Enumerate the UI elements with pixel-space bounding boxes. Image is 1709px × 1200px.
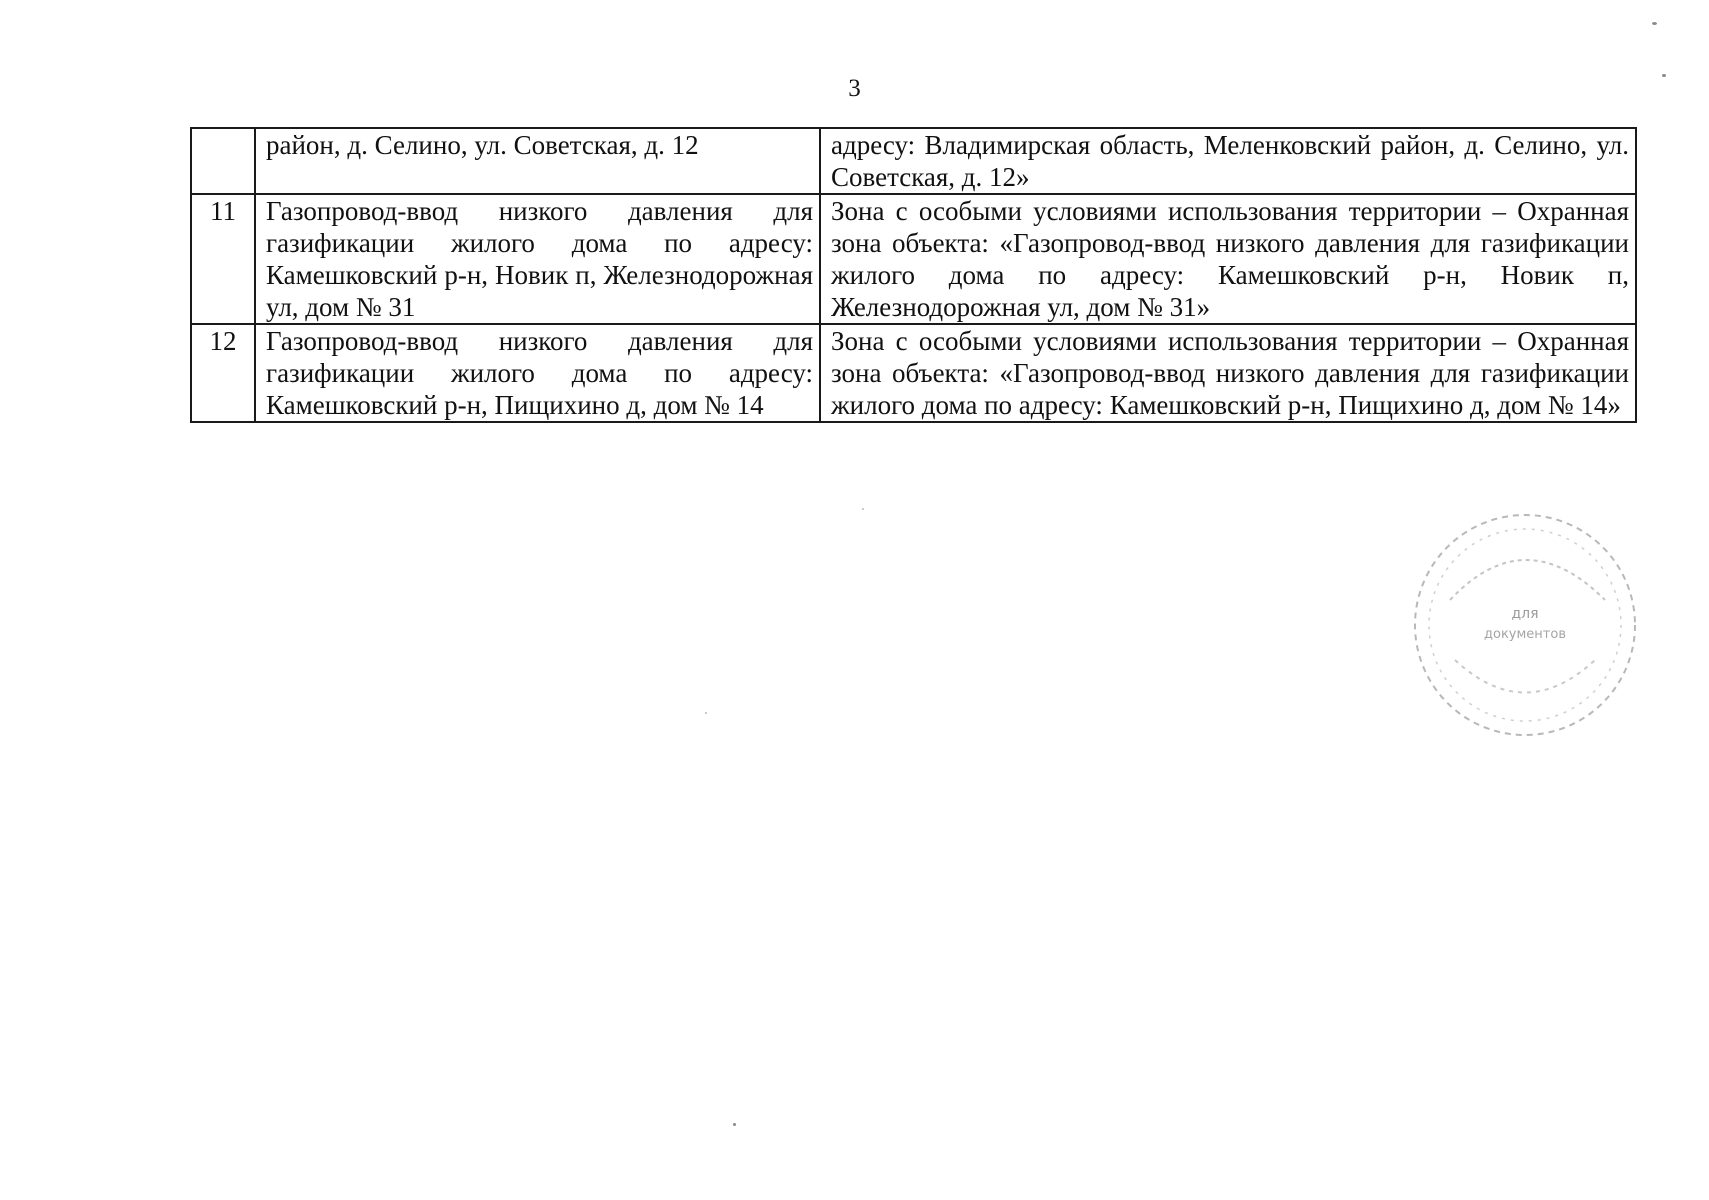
- row-number: 12: [191, 324, 255, 422]
- zones-table: [190, 127, 1637, 423]
- stamp-text-line1: для: [1511, 606, 1539, 622]
- table-row: [191, 128, 1636, 194]
- row-number: 11: [191, 194, 255, 324]
- scan-speck: [1662, 74, 1666, 77]
- zone-description-cell: адресу: Владимирская область, Меленковский район, д. Селино, ул. Советская, д. 12»: [820, 128, 1636, 194]
- table-row: [191, 194, 1636, 324]
- stamp-seal: [1410, 510, 1640, 740]
- object-name-cell: Газопровод-ввод низкого давления для газификации жилого дома по адресу: Камешковский р-н, Пищихино д, дом № 14: [255, 324, 820, 422]
- stamp-text-line2: документов: [1484, 627, 1566, 642]
- row-number: [191, 128, 255, 194]
- zone-description-cell: Зона с особыми условиями использования территории – Охранная зона объекта: «Газопровод-ввод низкого давления для газификации жилого дома по адресу: Камешковский р-н, Пищихино д, дом № 14»: [820, 324, 1636, 422]
- scan-speck: [705, 712, 707, 714]
- zone-description-cell: Зона с особыми условиями использования территории – Охранная зона объекта: «Газопровод-ввод низкого давления для газификации жилого дома по адресу: Камешковский р-н, Новик п, Железнодорожная ул, дом № 31»: [820, 194, 1636, 324]
- scan-speck: [1652, 22, 1657, 25]
- scan-speck: [733, 1123, 736, 1126]
- object-name-cell: Газопровод-ввод низкого давления для газификации жилого дома по адресу: Камешковский р-н, Новик п, Железнодорожная ул, дом № 31: [255, 194, 820, 324]
- scan-speck: [862, 508, 864, 510]
- page-number: 3: [848, 75, 861, 102]
- object-name-cell: район, д. Селино, ул. Советская, д. 12: [255, 128, 820, 194]
- table-row: [191, 324, 1636, 422]
